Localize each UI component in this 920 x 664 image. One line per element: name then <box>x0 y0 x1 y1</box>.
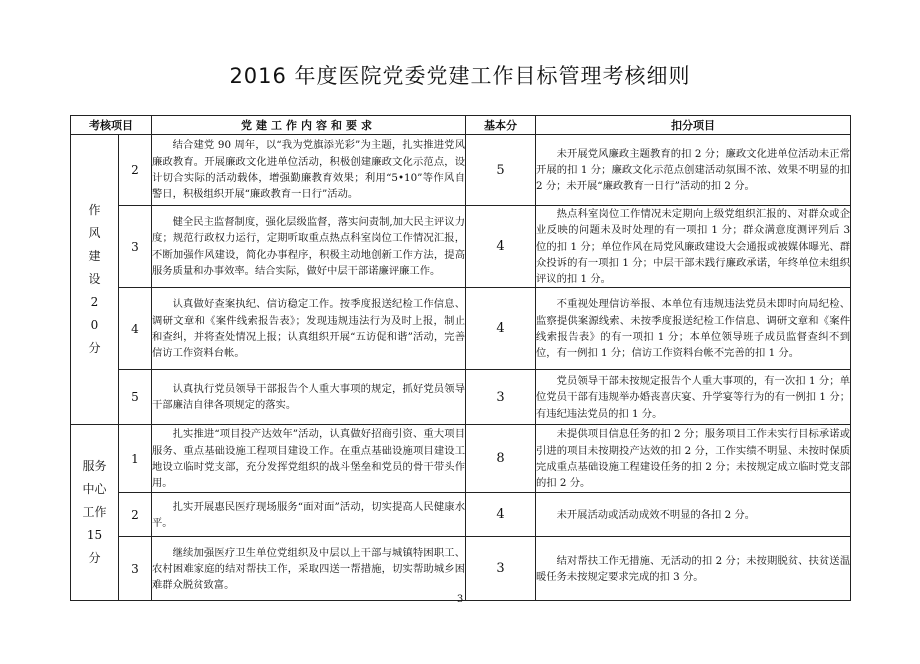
header-deduction: 扣分项目 <box>536 116 851 135</box>
row-number: 3 <box>119 206 152 288</box>
deduction-cell <box>536 206 851 288</box>
deduction-cell <box>536 135 851 206</box>
score-cell: 4 <box>466 288 536 370</box>
deduction-text: 不重视处理信访举报、本单位有违规违法党员未即时向局纪检、监察提供案源线索、未按季度报送纪检工作信息、调研文章和《案件线索报告表》的有一项扣 1 分；本单位领导班子成员监督查纠不到位，有一例扣 1 分；信访工作资料台帐不完善的扣 1 分。 <box>536 298 850 360</box>
requirement-cell <box>152 425 466 493</box>
table-row <box>71 493 851 537</box>
row-number: 4 <box>119 288 152 370</box>
requirement-text: 健全民主监督制度，强化层级监督，落实问责制,加大民主评议力度；规范行政权力运行，定期听取重点热点科室岗位工作情况汇报，不断加强作风建设，简化办事程序，积极主动地创新工作方法，提高服务质量和办事效率。结合实际，做好中层干部诺廉评廉工作。 <box>152 216 465 278</box>
requirement-text: 继续加强医疗卫生单位党组织及中层以上干部与城镇特困职工、农村困难家庭的结对帮扶工作，采取四送一帮措施，切实帮助城乡困难群众脱贫致富。 <box>152 546 465 592</box>
page-number: 3 <box>456 594 464 605</box>
requirement-text: 结合建党 90 周年，以“我为党旗添光彩”为主题，扎实推进党风廉政教育。开展廉政文化进单位活动，积极创建廉政文化示范点，设计切合实际的活动载体，增强勤廉教育效果；利用“5•10”等作风自警日，积极组织开展“廉政教育一日行”活动。 <box>152 139 465 201</box>
score-cell: 4 <box>466 493 536 537</box>
table-header-row <box>71 116 851 135</box>
requirement-text: 扎实推进“项目投产达效年”活动，认真做好招商引资、重大项目服务、重点基础设施工程项目建设工作。在重点基础设施项目建设工地设立临时党支部，充分发挥党组织的战斗堡垒和党员的骨干带头作用。 <box>152 428 465 490</box>
requirement-cell <box>152 537 466 601</box>
header-requirement: 党建工作内容和要求 <box>152 116 466 135</box>
deduction-text: 结对帮扶工作无措施、无活动的扣 2 分；未按期脱贫、扶贫送温暖任务未按规定要求完成的扣 3 分。 <box>536 554 850 583</box>
page-title: 2016 年度医院党委党建工作目标管理考核细则 <box>229 64 691 88</box>
score-cell: 8 <box>466 425 536 493</box>
deduction-text: 未开展党风廉政主题教育的扣 2 分；廉政文化进单位活动未正常开展的扣 1 分；廉政文化示范点创建活动氛围不浓、效果不明显的扣 2 分；未开展“廉政教育一日行”活动的扣 2 分。 <box>536 147 850 193</box>
row-number: 2 <box>119 135 152 206</box>
table-row <box>71 537 851 601</box>
deduction-text: 未提供项目信息任务的扣 2 分；服务项目工作未实行目标承诺或引进的项目未按期投产达效的扣 2 分，工作实绩不明显、未按时保质完成重点基础设施工程建设任务的扣 2 分；未按规定成立临时党支部的扣 2 分。 <box>536 428 850 490</box>
deduction-text: 党员领导干部未按规定报告个人重大事项的，有一次扣 1 分；单位党员干部有违规举办婚丧喜庆宴、升学宴等行为的有一例扣 1 分；有违纪违法党员的扣 1 分。 <box>536 375 850 420</box>
deduction-cell <box>536 493 851 537</box>
header-category: 考核项目 <box>71 116 152 135</box>
row-number: 2 <box>119 493 152 537</box>
score-cell: 5 <box>466 135 536 206</box>
requirement-text: 认真做好查案执纪、信访稳定工作。按季度报送纪检工作信息、调研文章和《案件线索报告表》；发现违规违法行为及时上报，制止和查纠，并将查处情况上报；认真组织开展“五访促和谐”活动，完善信访工作资料台帐。 <box>152 298 465 360</box>
score-cell: 3 <box>466 370 536 425</box>
requirement-cell <box>152 370 466 425</box>
requirement-cell <box>152 493 466 537</box>
table-row <box>71 370 851 425</box>
category-cell-conduct <box>71 135 119 425</box>
table-row <box>71 135 851 206</box>
score-cell: 4 <box>466 206 536 288</box>
category-label: 作风建设20分 <box>88 203 101 356</box>
deduction-cell <box>536 425 851 493</box>
requirement-text: 认真执行党员领导干部报告个人重大事项的规定，抓好党员领导干部廉洁自律各项规定的落实。 <box>152 383 465 412</box>
header-score: 基本分 <box>466 116 536 135</box>
row-number: 1 <box>119 425 152 493</box>
category-label: 服务中心工作15分 <box>82 459 107 566</box>
score-cell: 3 <box>466 537 536 601</box>
row-number: 5 <box>119 370 152 425</box>
table-row <box>71 206 851 288</box>
table-row <box>71 425 851 493</box>
requirement-text: 扎实开展惠民医疗现场服务“面对面”活动，切实提高人民健康水平。 <box>152 500 465 529</box>
table-row <box>71 288 851 370</box>
assessment-table <box>70 115 851 601</box>
deduction-cell <box>536 370 851 425</box>
category-cell-service <box>71 425 119 601</box>
deduction-text: 热点科室岗位工作情况未定期向上级党组织汇报的、对群众或企业反映的问题未及时处理的有一项扣 1 分；群众满意度测评列后 3 位的扣 1 分；单位作风在局党风廉政建设大会通报或被媒体曝光、群众投诉的有一项扣 1 分；中层干部未践行廉政承诺，年终单位未组织评议的扣 1 分。 <box>536 208 850 286</box>
requirement-cell <box>152 288 466 370</box>
row-number: 3 <box>119 537 152 601</box>
deduction-cell <box>536 537 851 601</box>
requirement-cell <box>152 135 466 206</box>
deduction-text: 未开展活动或活动成效不明显的各扣 2 分。 <box>556 508 756 521</box>
deduction-cell <box>536 288 851 370</box>
requirement-cell <box>152 206 466 288</box>
